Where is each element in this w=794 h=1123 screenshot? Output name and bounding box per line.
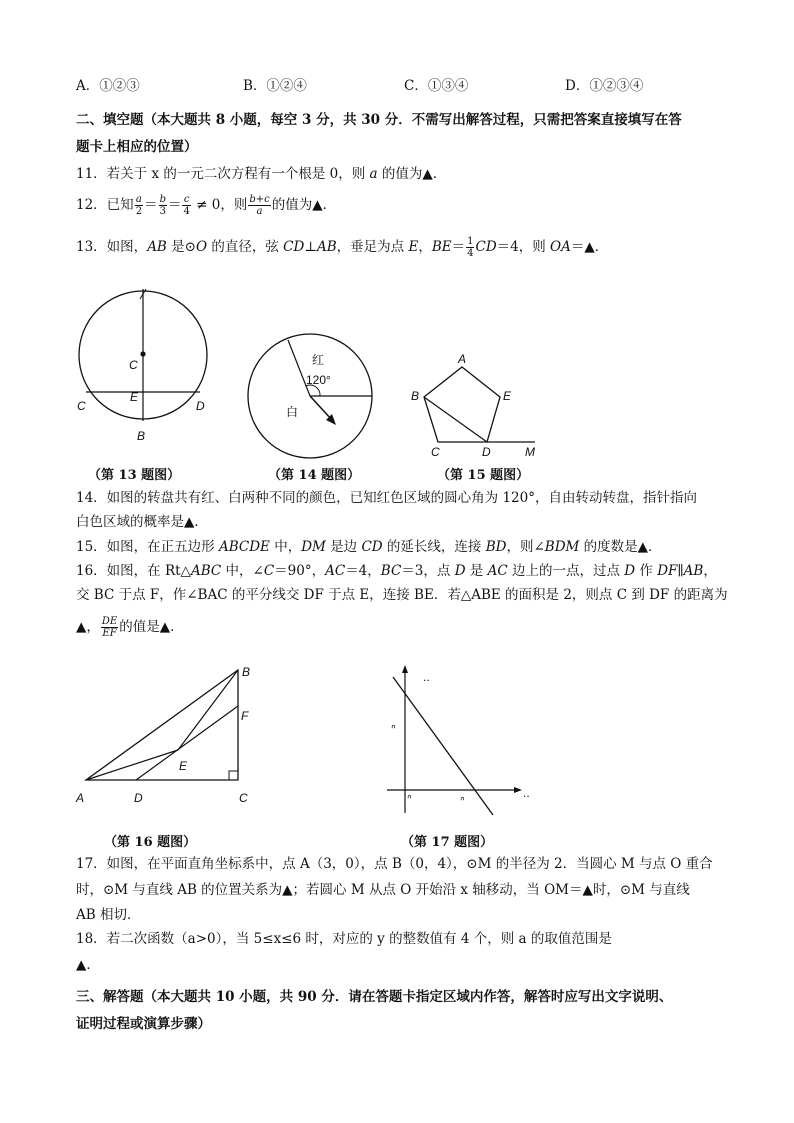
section3-heading-line1: 三、解答题（本大题共 10 小题，共 90 分．请在答题卡指定区域内作答，解答时应写出文字说明、 xyxy=(76,989,673,1005)
label-c: C xyxy=(239,791,248,805)
label-e: E xyxy=(503,389,512,403)
label-f: F xyxy=(241,709,249,723)
fraction-a-2: $\frac{a}{2}$ xyxy=(135,194,143,217)
question-16-line1: 16．如图，在 Rt△ABC 中，∠C＝90°，AC＝4，BC＝3，点 D 是 AC 边上的一点，过点 D 作 DF∥AB， xyxy=(76,563,717,579)
label-e: E xyxy=(130,390,139,404)
figure-16-triangle-diagram xyxy=(76,664,276,814)
label-d: D xyxy=(196,399,205,413)
label-b: B xyxy=(242,665,251,679)
caption-fig15: （第 15 题图） xyxy=(437,468,530,483)
question-17-line3: AB 相切． xyxy=(76,907,141,923)
question-11: 11．若关于 x 的一元二次方程有一个根是 0，则 a 的值为▲． xyxy=(76,166,447,182)
question-17-line1: 17．如图，在平面直角坐标系中，点 A（3，0），点 B（0，4），⊙M 的半径为 2．当圆心 M 与点 O 重合 xyxy=(76,856,713,872)
label-red: 红 xyxy=(312,353,325,367)
option-d: D．①②③④ xyxy=(565,78,644,94)
question-13: 13．如图，AB 是⊙O 的直径，弦 CD⊥AB，垂足为点 E，BE＝ $\frac{1}{4}$ CD＝4，则 OA＝▲． xyxy=(76,236,609,259)
figure-15-pentagon-diagram xyxy=(405,350,555,470)
figure-13-circle-diagram xyxy=(76,285,216,445)
option-b: B．①②④ xyxy=(243,78,307,94)
label-a: A xyxy=(76,791,85,805)
pointer-line xyxy=(310,396,332,420)
option-a: A．①②③ xyxy=(76,78,140,94)
point-a-mark: ᐢ xyxy=(460,794,465,808)
label-angle: 120° xyxy=(306,373,331,387)
label-c: C xyxy=(431,445,440,459)
segment-bd xyxy=(424,397,487,442)
fraction-c-4: $\frac{c}{4}$ xyxy=(183,194,190,217)
fraction-de-ef: $\frac{DE}{EF}$ xyxy=(101,616,118,639)
label-a: A xyxy=(458,352,467,366)
point-b-mark: ᐢ xyxy=(391,722,396,736)
sector-boundary-1 xyxy=(288,340,310,396)
fraction-1-4: $\frac{1}{4}$ xyxy=(467,236,474,259)
question-18-line2: ▲． xyxy=(76,957,100,973)
caption-fig17: （第 17 题图） xyxy=(401,835,494,850)
figure-14-spinner-diagram xyxy=(248,330,388,470)
label-center: C xyxy=(129,358,138,372)
label-b: B xyxy=(411,389,420,403)
caption-fig13: （第 13 题图） xyxy=(88,468,181,483)
right-angle-mark xyxy=(229,771,238,780)
y-axis-arrow-icon xyxy=(402,665,408,673)
label-m: M xyxy=(525,445,535,459)
label-white: 白 xyxy=(286,405,299,419)
label-c: C xyxy=(77,399,86,413)
fraction-b-3: $\frac{b}{3}$ xyxy=(159,194,166,217)
fraction-bc-a: $\frac{b+c}{a}$ xyxy=(249,194,270,217)
bisector-ae xyxy=(86,750,178,780)
origin-mark: ᐢ xyxy=(407,792,412,806)
question-16-line3: ▲， $\frac{DE}{EF}$ 的值是▲． xyxy=(76,616,184,639)
center-dot xyxy=(140,351,145,356)
label-d: D xyxy=(134,791,143,805)
question-16-line2: 交 BC 于点 F，作∠BAC 的平分线交 DF 于点 E，连接 BE．若△ABE 的面积是 2，则点 C 到 DF 的距离为 xyxy=(76,587,728,603)
label-e: E xyxy=(179,759,188,773)
label-d: D xyxy=(482,445,491,459)
label-b: B xyxy=(137,429,146,443)
segment-be xyxy=(178,670,238,750)
x-axis-arrow-icon xyxy=(514,787,522,793)
question-17-line2: 时，⊙M 与直线 AB 的位置关系为▲；若圆心 M 从点 O 开始沿 x 轴移动，当 OM＝▲时，⊙M 与直线 xyxy=(76,882,690,898)
caption-fig14: （第 14 题图） xyxy=(268,468,361,483)
section2-heading-line2: 题卡上相应的位置） xyxy=(76,139,198,155)
caption-fig16: （第 16 题图） xyxy=(104,835,197,850)
axis-y-mark: .. xyxy=(423,670,430,684)
question-14-line2: 白色区域的概率是▲． xyxy=(76,514,208,530)
axis-x-mark: .. xyxy=(523,786,530,800)
question-14-line1: 14．如图的转盘共有红、白两种不同的颜色，已知红色区域的圆心角为 120°，自由转动转盘，指针指向 xyxy=(76,490,697,506)
question-12: 12．已知 $\frac{a}{2}$ ＝ $\frac{b}{3}$ ＝ $\frac{c}{4}$ ≠ 0，则 $\frac{b+c}{a}$ 的值为▲． xyxy=(76,194,337,217)
section2-heading-line1: 二、填空题（本大题共 8 小题，每空 3 分，共 30 分．不需写出解答过程，只需把答案直接填写在答 xyxy=(76,112,682,128)
question-18-line1: 18．若二次函数（a>0），当 5≤x≤6 时，对应的 y 的整数值有 4 个，则 a 的取值范围是 xyxy=(76,931,612,947)
option-c: C．①③④ xyxy=(404,78,469,94)
section3-heading-line2: 证明过程或演算步骤） xyxy=(76,1016,211,1032)
question-15: 15．如图，在正五边形 ABCDE 中，DM 是边 CD 的延长线，连接 BD，则∠BDM 的度数是▲． xyxy=(76,539,662,555)
triangle-abc xyxy=(86,670,238,780)
figure-17-coordinate-diagram xyxy=(385,665,535,820)
